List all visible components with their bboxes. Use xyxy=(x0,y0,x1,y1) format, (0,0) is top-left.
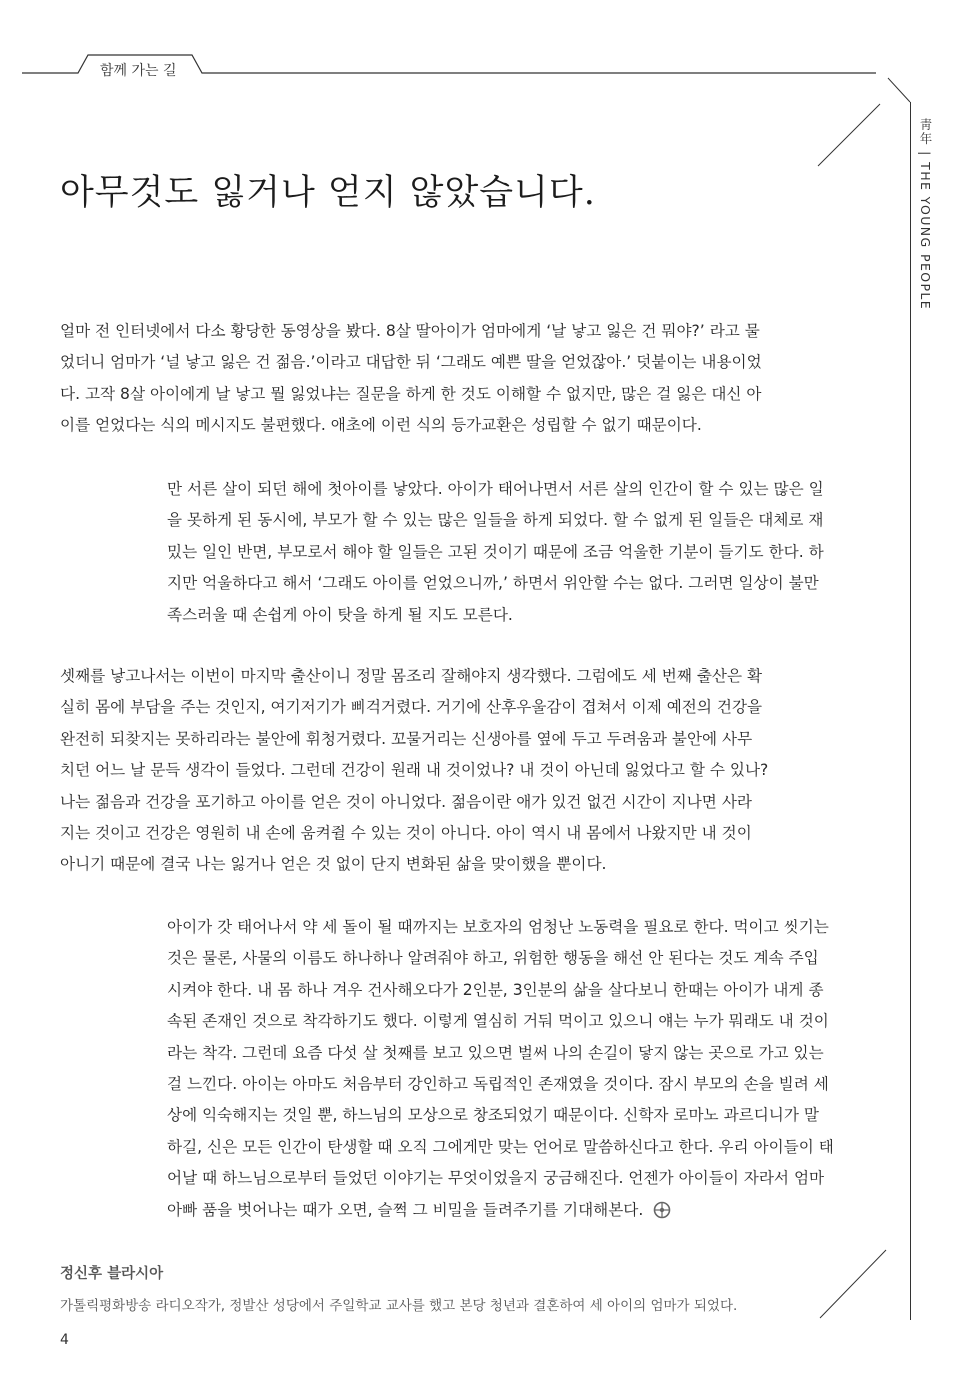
article-title: 아무것도 잃거나 얻지 않았습니다. xyxy=(60,173,596,213)
author-bio: 가톨릭평화방송 라디오작가, 정발산 성당에서 주일학교 교사를 했고 본당 청년과 결혼하여 세 아이의 엄마가 되었다. xyxy=(60,1298,738,1314)
right-vertical-rule xyxy=(910,102,911,1320)
paragraph-4-text: 아이가 갓 태어나서 약 세 돌이 될 때까지는 보호자의 엄청난 노동력을 필요로 한다. 먹이고 씻기는 것은 물론, 사물의 이름도 하나하나 알려줘야 하고, 위험한 행동을 해선 안 된다는 것도 계속 주입 시켜야 한다. 내 몸 하나 겨우 건사해오다가 2인분, 3인분의 삶을 살다보니 한때는 아이가 내게 종 속된 존재인 것으로 착각하기도 했다. 이렇게 열심히 거둬 먹이고 있으니 얘는 누가 뭐래도 내 것이 라는 착각. 그런데 요즘 다섯 살 첫째를 보고 있으면 벌써 나의 손길이 닿지 않는 곳으로 가고 있는 걸 느낀다. 아이는 아마도 처음부터 강인하고 독립적인 존재였을 것이다. 잠시 부모의 손을 빌려 세 상에 익숙해지는 것일 뿐, 하느님의 모상으로 창조되었기 때문이다. 신학자 로마노 과르디니가 말 하길, 신은 모든 인간이 탄생할 때 오직 그에게만 맞는 언어로 말씀하신다고 한다. 우리 아이들이 태 어날 때 하느님으로부터 들었던 이야기는 무엇이었을지 궁금해진다. 언젠가 아이들이 자라서 엄마 아빠 품을 벗어나는 때가 오면, 슬쩍 그 비밀을 들려주기를 기대해본다. xyxy=(167,918,834,1219)
paragraph-2-indented: 만 서른 살이 되던 해에 첫아이를 낳았다. 아이가 태어나면서 서른 살의 인간이 할 수 있는 많은 일 을 못하게 된 동시에, 부모가 할 수 있는 많은 일들을 하게 되었다. 할 수 없게 된 일들은 대체로 재 밌는 일인 반면, 부모로서 해야 할 일들은 고된 것이기 때문에 조금 억울한 기분이 들기도 한다. 하 지만 억울하다고 해서 ‘그래도 아이를 얻었으니까,’ 하면서 위안할 수는 없다. 그러면 일상이 불만 족스러울 때 손쉽게 아이 탓을 하게 될 지도 모른다. xyxy=(167,480,824,624)
page-number: 4 xyxy=(60,1332,69,1348)
paragraph-3: 셋째를 낳고나서는 이번이 마지막 출산이니 정말 몸조리 잘해야지 생각했다. 그럼에도 세 번째 출산은 확 실히 몸에 부담을 주는 것인지, 여기저기가 삐걱거렸다. 거기에 산후우울감이 겹쳐서 이제 예전의 건강을 완전히 되찾지는 못하리라는 불안에 휘청거렸다. 꼬물거리는 신생아를 옆에 두고 두려움과 불안에 사무 치던 어느 날 문득 생각이 들었다. 그런데 건강이 원래 내 것이었나? 내 것이 아닌데 잃었다고 할 수 있나? 나는 젊음과 건강을 포기하고 아이를 얻은 것이 아니었다. 젊음이란 애가 있건 없건 시간이 지나면 사라 지는 것이고 건강은 영원히 내 손에 움켜쥘 수 있는 것이 아니다. 아이 역시 내 몸에서 나왔지만 내 것이 아니기 때문에 결국 나는 잃거나 얻은 것 없이 단지 변화된 삶을 맞이했을 뿐이다. xyxy=(60,667,769,874)
section-tab: 함께 가는 길 xyxy=(100,63,177,79)
side-label: 靑年 | THE YOUNG PEOPLE xyxy=(918,118,933,311)
paragraph-4-indented xyxy=(167,912,875,1226)
header-rule xyxy=(0,0,970,180)
paragraph-1: 얼마 전 인터넷에서 다소 황당한 동영상을 봤다. 8살 딸아이가 엄마에게 ‘날 낳고 잃은 건 뭐야?’ 라고 물 었더니 엄마가 ‘널 낳고 잃은 건 젊음.’이라고 대답한 뒤 ‘그래도 예쁜 딸을 얻었잖아.’ 덧붙이는 내용이었 다. 고작 8살 아이에게 날 낳고 뭘 잃었냐는 질문을 하게 한 것도 이해할 수 없지만, 많은 걸 잃은 대신 아 이를 얻었다는 식의 메시지도 불편했다. 애초에 이런 식의 등가교환은 성립할 수 없기 때문이다. xyxy=(60,322,762,435)
author-name: 정신후 블라시아 xyxy=(60,1266,164,1282)
